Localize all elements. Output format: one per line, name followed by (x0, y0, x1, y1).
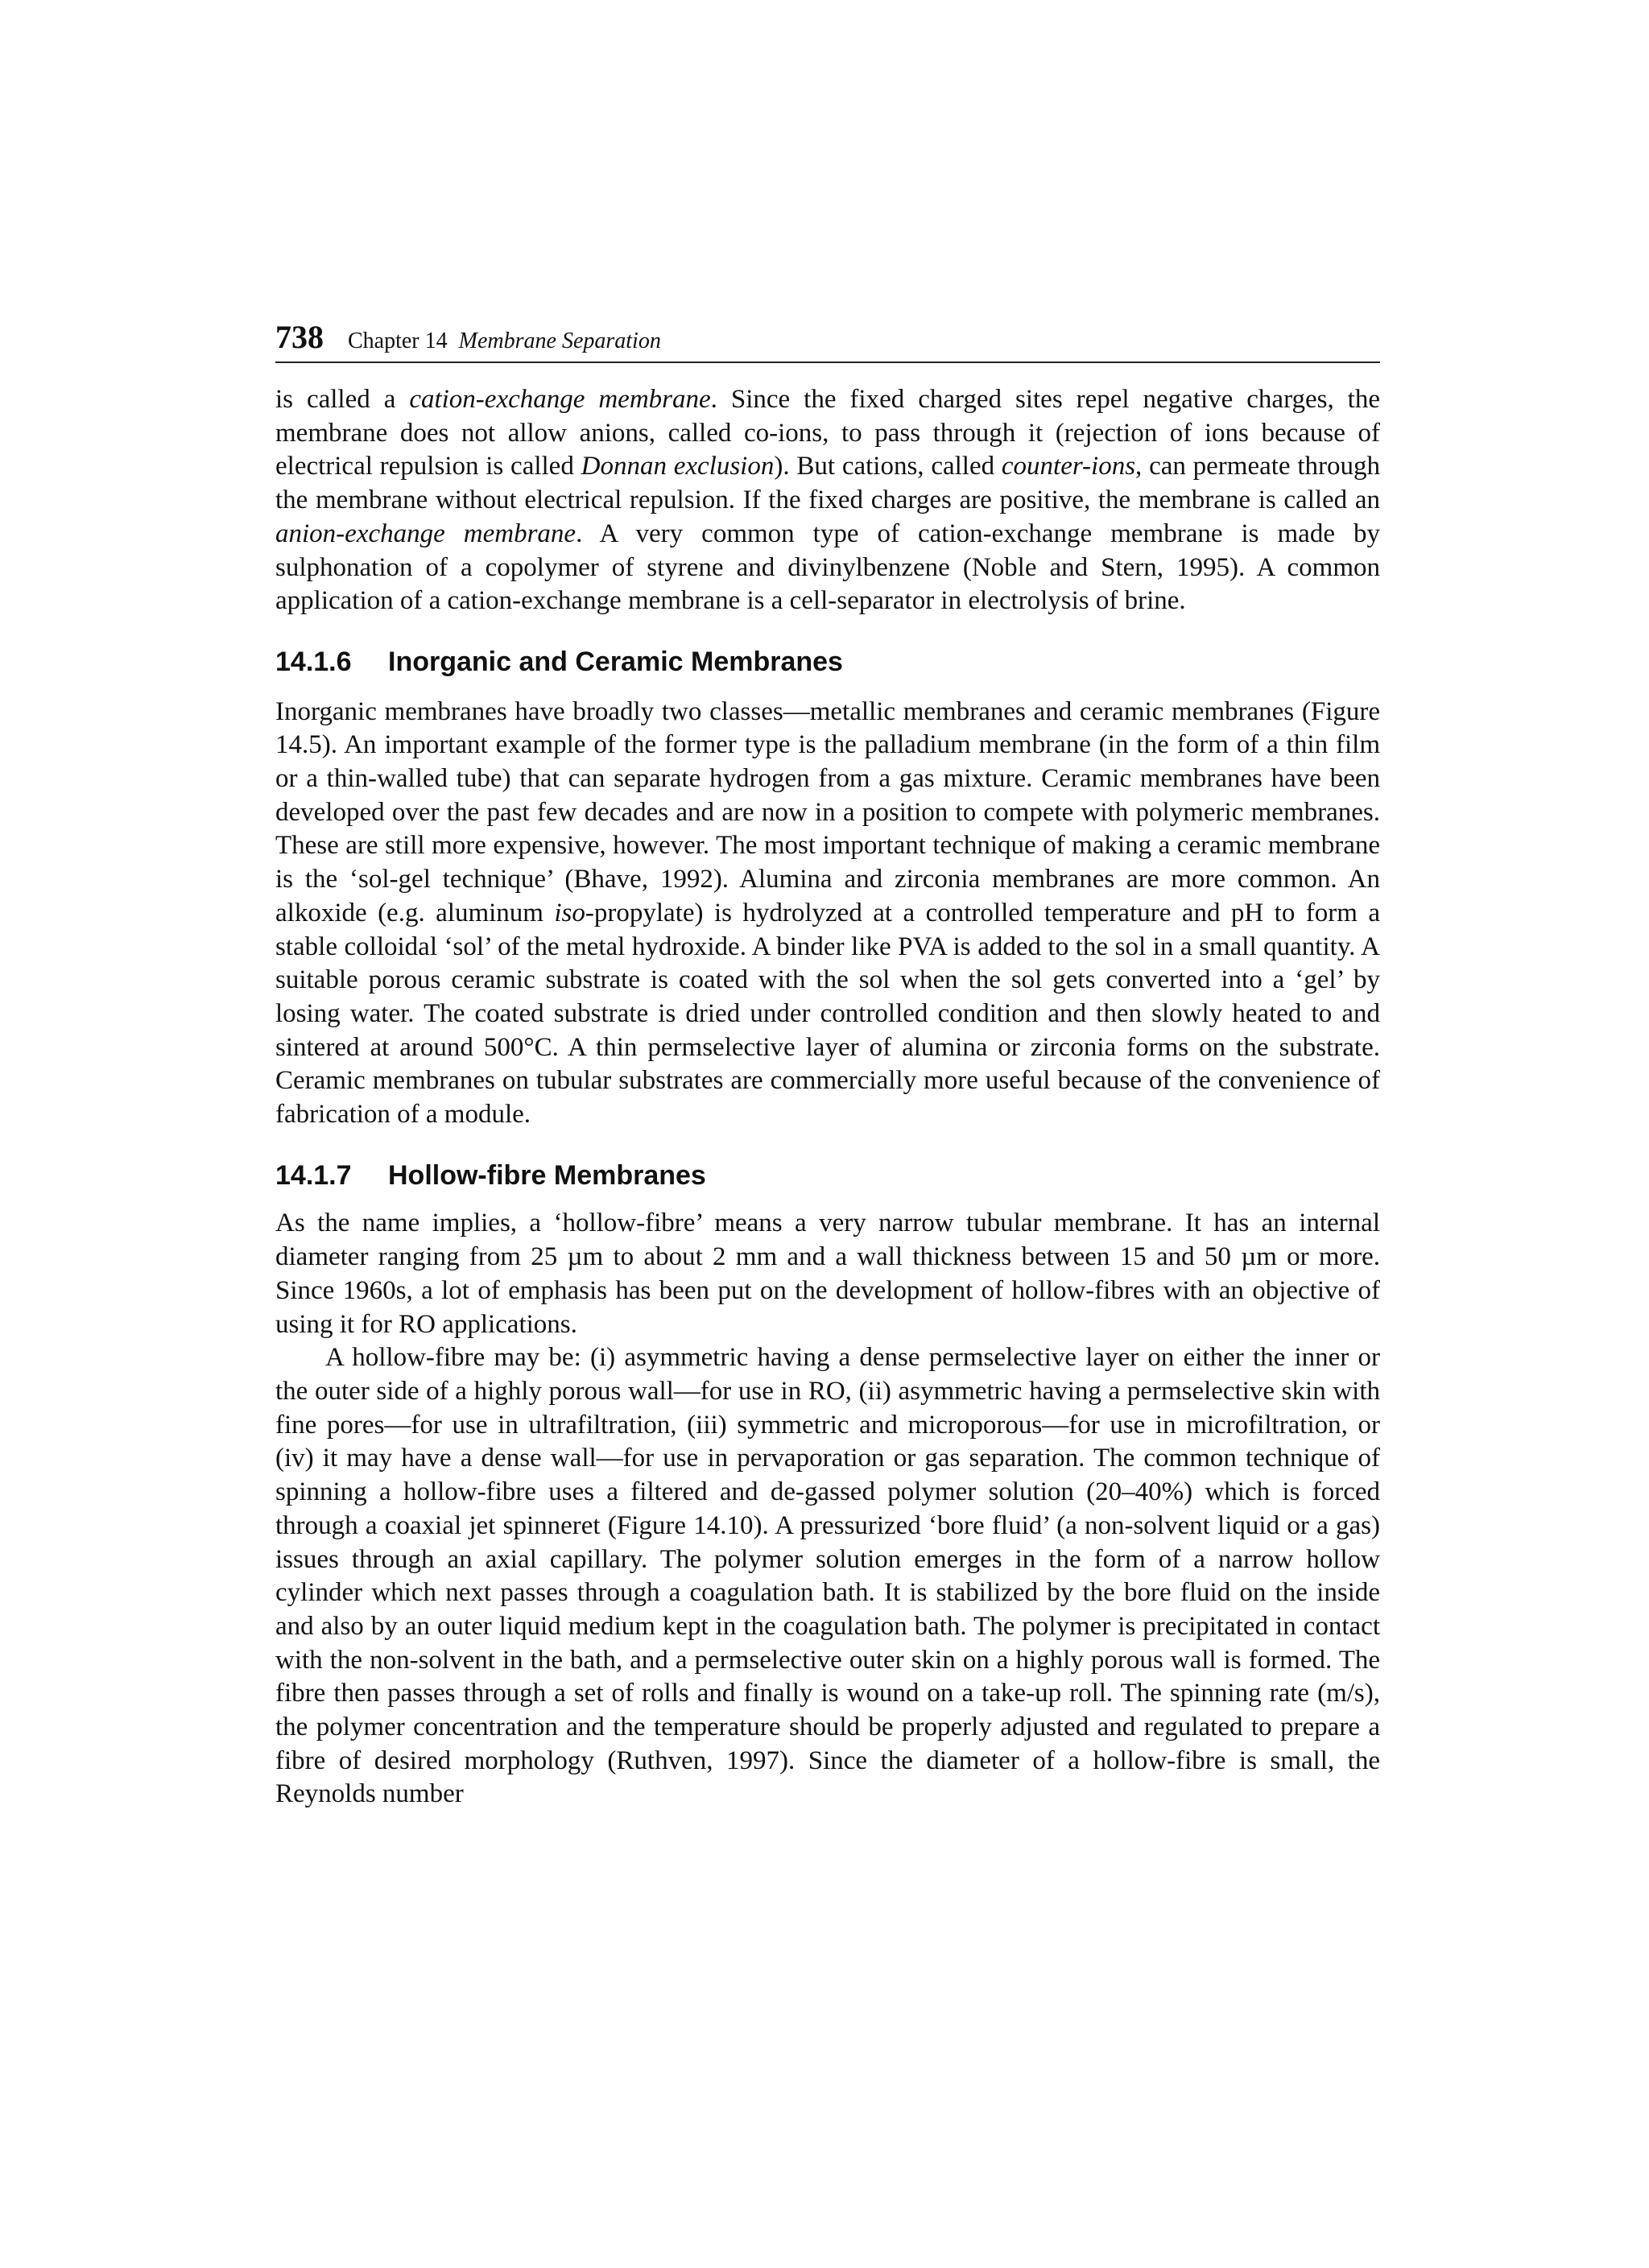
section-number: 14.1.6 (275, 646, 352, 677)
section-heading-hollow-fibre (275, 1159, 1380, 1193)
section-number: 14.1.7 (275, 1159, 352, 1191)
book-page (275, 318, 1380, 1812)
section-heading-inorganic-ceramic (275, 646, 1380, 680)
section-title: Hollow-fibre Membranes (388, 1159, 706, 1191)
paragraph-intro: is called a cation-exchange membrane. Since the fixed charged sites repel negative charges, the membrane does not allow anions, called co-ions, to pass through it (rejection of ions because of electrical repulsion is called Donnan exclusion). But cations, called counter-ions, can permeate through the membrane without electrical repulsion. If the fixed charges are positive, the membrane is called an anion-exchange membrane. A very common type of cation-exchange membrane is made by sulphonation of a copolymer of styrene and divinylbenzene (Noble and Stern, 1995). A common application of a cation-exchange membrane is a cell-separator in electrolysis of brine. (275, 385, 1380, 616)
chapter-label: Chapter 14 (348, 328, 448, 353)
chapter-title: Membrane Separation (458, 328, 661, 353)
section-title: Inorganic and Ceramic Membranes (388, 646, 843, 677)
paragraph-hollow-fibre-definition: As the name implies, a ‘hollow-fibre’ means a very narrow tubular membrane. It has an internal diameter ranging from 25 µm to about 2 mm and a wall thickness between 15 and 50 µm or more. Since 1960s, a lot of emphasis has been put on the development of hollow-fibres with an objective of using it for RO applications. (275, 1208, 1380, 1339)
paragraph-ceramic-membranes: Inorganic membranes have broadly two classes—metallic membranes and ceramic membranes (Figure 14.5). An important example of the former type is the palladium membrane (in the form of a thin film or a thin-walled tube) that can separate hydrogen from a gas mixture. Ceramic membranes have been developed over the past few decades and are now in a position to compete with polymeric membranes. These are still more expensive, however. The most important technique of making a ceramic membrane is the ‘sol-gel technique’ (Bhave, 1992). Alumina and zirconia membranes are more common. An alkoxide (e.g. aluminum iso-propylate) is hydrolyzed at a controlled temperature and pH to form a stable colloidal ‘sol’ of the metal hydroxide. A binder like PVA is added to the sol in a small quantity. A suitable porous ceramic substrate is coated with the sol when the sol gets converted into a ‘gel’ by losing water. The coated substrate is dried under controlled condition and then slowly heated to and sintered at around 500°C. A thin permselective layer of alumina or zirconia forms on the substrate. Ceramic membranes on tubular substrates are commercially more useful because of the convenience of fabrication of a module. (275, 696, 1380, 1130)
running-head (275, 318, 1380, 363)
paragraph-hollow-fibre-types: A hollow-fibre may be: (i) asymmetric having a dense permselective layer on either the inner or the outer side of a highly porous wall—for use in RO, (ii) asymmetric having a permselective skin with fine pores—for use in ultrafiltration, (iii) symmetric and microporous—for use in microfiltration, or (iv) it may have a dense wall—for use in pervaporation or gas separation. The common technique of spinning a hollow-fibre uses a filtered and de-gassed polymer solution (20–40%) which is forced through a coaxial jet spinneret (Figure 14.10). A pressurized ‘bore fluid’ (a non-solvent liquid or a gas) issues through an axial capillary. The polymer solution emerges in the form of a narrow hollow cylinder which next passes through a coagulation bath. It is stabilized by the bore fluid on the inside and also by an outer liquid medium kept in the coagulation bath. The polymer is precipitated in contact with the non-solvent in the bath, and a permselective outer skin on a highly porous wall is formed. The fibre then passes through a set of rolls and finally is wound on a take-up roll. The spinning rate (m/s), the polymer concentration and the temperature should be properly adjusted and regulated to prepare a fibre of desired morphology (Ruthven, 1997). Since the diameter of a hollow-fibre is small, the Reynolds number (275, 1343, 1380, 1809)
page-number: 738 (275, 319, 324, 355)
